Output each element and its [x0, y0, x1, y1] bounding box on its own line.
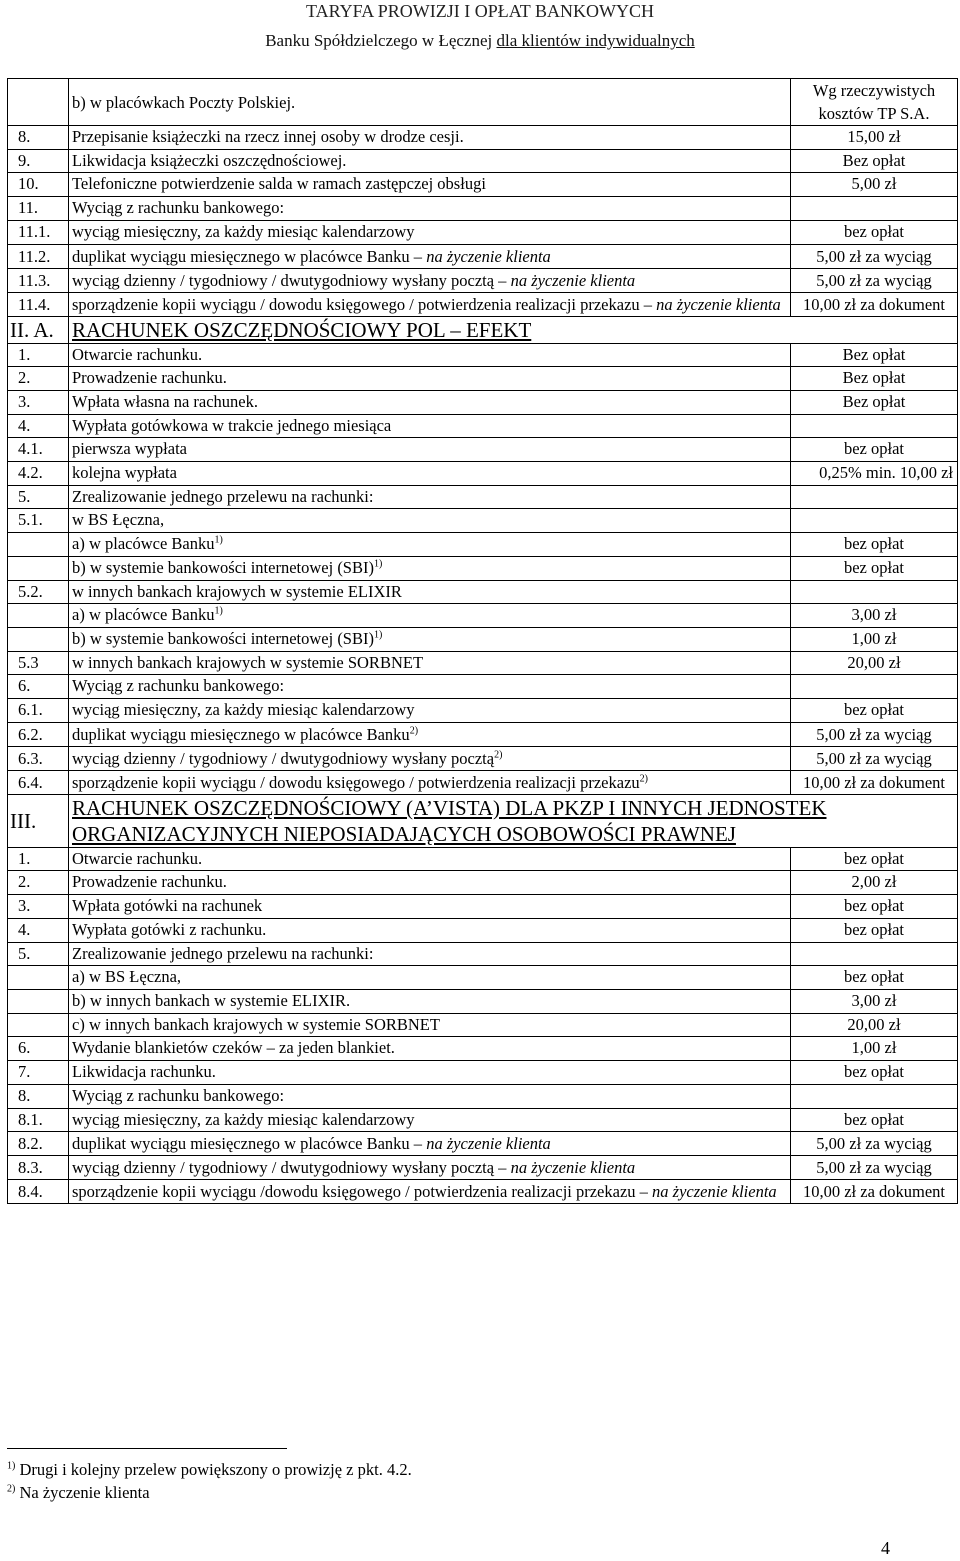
table-row: [8, 220, 958, 244]
table-row: [8, 989, 958, 1013]
item-number: 5.: [8, 942, 69, 966]
item-fee: 5,00 zł za wyciąg: [791, 722, 958, 746]
item-note-italic: na życzenie klienta: [510, 1158, 636, 1178]
item-description: a) w placówce Banku$^{1)}$: [69, 604, 791, 628]
footnote-1: $^{1)}$ Drugi i kolejny przelew powiększony o prowizję z pkt. 4.2.: [7, 1460, 412, 1479]
table-row: [8, 651, 958, 675]
item-fee: [791, 485, 958, 509]
item-description: wyciąg dzienny / tygodniowy / dwutygodniowy wysłany pocztą$^{2)}$: [69, 746, 791, 770]
item-description: Przepisanie książeczki na rzecz innej osoby w drodze cesji.: [69, 126, 791, 150]
item-description: Zrealizowanie jednego przelewu na rachunki:: [69, 942, 791, 966]
item-number: 11.4.: [8, 292, 69, 316]
table-row: [8, 746, 958, 770]
item-fee: 15,00 zł: [791, 126, 958, 150]
table-row: [8, 438, 958, 462]
item-number: [8, 556, 69, 580]
item-fee: bez opłat: [791, 847, 958, 871]
item-number: [8, 989, 69, 1013]
item-description: duplikat wyciągu miesięcznego w placówce Banku$^{2)}$: [69, 722, 791, 746]
table-row: [8, 149, 958, 173]
section-title: RACHUNEK OSZCZĘDNOŚCIOWY (A’VISTA) DLA PKZP I INNYCH JEDNOSTEK ORGANIZACYJNYCH NIEPOSIADAJĄCYCH OSOBOWOŚCI PRAWNEJ: [72, 795, 827, 846]
item-description: b) w systemie bankowości internetowej (SBI)$^{1)}$: [69, 627, 791, 651]
item-fee: [791, 580, 958, 604]
table-row: [8, 485, 958, 509]
item-number: 11.2.: [8, 244, 69, 268]
item-description: Likwidacja książeczki oszczędnościowej.: [69, 149, 791, 173]
item-fee: [791, 1084, 958, 1108]
item-fee: bez opłat: [791, 699, 958, 723]
item-fee: 2,00 zł: [791, 871, 958, 895]
item-number: 4.: [8, 918, 69, 942]
item-fee: bez opłat: [791, 918, 958, 942]
section-number: II. A.: [8, 316, 69, 343]
item-description: Wyciąg z rachunku bankowego:: [69, 1084, 791, 1108]
item-number: 8.: [8, 126, 69, 150]
table-row: [8, 966, 958, 990]
table-row: [8, 1132, 958, 1156]
table-row: [8, 367, 958, 391]
item-fee: 0,25% min. 10,00 zł: [791, 462, 958, 486]
item-description: w innych bankach krajowych w systemie ELIXIR: [69, 580, 791, 604]
item-number: 8.2.: [8, 1132, 69, 1156]
item-fee: 1,00 zł: [791, 627, 958, 651]
subtitle-underlined: dla klientów indywidualnych: [496, 31, 695, 50]
item-fee: [791, 675, 958, 699]
table-row: [8, 675, 958, 699]
item-number: 6.4.: [8, 770, 69, 794]
tariff-table: [7, 78, 958, 1204]
table-row: [8, 942, 958, 966]
item-number: 2.: [8, 367, 69, 391]
item-number: 2.: [8, 871, 69, 895]
item-description: kolejna wypłata: [69, 462, 791, 486]
item-fee: [791, 197, 958, 221]
item-number: 5.: [8, 485, 69, 509]
item-note-italic: na życzenie klienta: [426, 1134, 551, 1154]
item-description: Wydanie blankietów czeków – za jeden blankiet.: [69, 1037, 791, 1061]
item-fee: bez opłat: [791, 556, 958, 580]
item-note-italic: na życzenie klienta: [426, 246, 551, 266]
item-fee: Bez opłat: [791, 367, 958, 391]
table-row: [8, 292, 958, 316]
item-number: 8.1.: [8, 1108, 69, 1132]
table-row: [8, 1108, 958, 1132]
document-header: [0, 0, 960, 51]
section-row: [8, 316, 958, 343]
item-description: duplikat wyciągu miesięcznego w placówce Banku – na życzenie klienta: [69, 1132, 791, 1156]
item-fee: Wg rzeczywistych kosztów TP S.A.: [791, 79, 958, 126]
item-number: 5.2.: [8, 580, 69, 604]
item-number: 1.: [8, 343, 69, 367]
item-fee: 5,00 zł za wyciąg: [791, 268, 958, 292]
page-number: 4: [881, 1538, 890, 1558]
item-fee: Bez opłat: [791, 343, 958, 367]
item-number: 8.4.: [8, 1180, 69, 1204]
table-row: [8, 1180, 958, 1204]
item-fee: Bez opłat: [791, 390, 958, 414]
item-number: 11.: [8, 197, 69, 221]
item-description: Wyciąg z rachunku bankowego:: [69, 197, 791, 221]
item-number: 1.: [8, 847, 69, 871]
item-number: 6.1.: [8, 699, 69, 723]
item-description: a) w placówce Banku$^{1)}$: [69, 533, 791, 557]
item-number: [8, 604, 69, 628]
table-row: [8, 244, 958, 268]
table-row: [8, 918, 958, 942]
table-row: [8, 1156, 958, 1180]
table-row: [8, 604, 958, 628]
item-fee: [791, 414, 958, 438]
item-description: Prowadzenie rachunku.: [69, 871, 791, 895]
document-subtitle: Banku Spółdzielczego w Łęcznej dla klientów indywidualnych: [265, 31, 695, 50]
document-title: TARYFA PROWIZJI I OPŁAT BANKOWYCH: [306, 1, 654, 21]
table-row: [8, 1084, 958, 1108]
table-row: [8, 1013, 958, 1037]
section-number: III.: [8, 794, 69, 847]
item-description: b) w innych bankach w systemie ELIXIR.: [69, 989, 791, 1013]
item-fee: 5,00 zł za wyciąg: [791, 746, 958, 770]
table-row: [8, 847, 958, 871]
item-description: Wypłata gotówki z rachunku.: [69, 918, 791, 942]
item-description: Likwidacja rachunku.: [69, 1061, 791, 1085]
item-description: Telefoniczne potwierdzenie salda w ramach zastępczej obsługi: [69, 173, 791, 197]
item-number: 6.2.: [8, 722, 69, 746]
item-description: wyciąg dzienny / tygodniowy / dwutygodniowy wysłany pocztą – na życzenie klienta: [69, 268, 791, 292]
item-description: Wyciąg z rachunku bankowego:: [69, 675, 791, 699]
item-number: 10.: [8, 173, 69, 197]
item-fee: 5,00 zł za wyciąg: [791, 1156, 958, 1180]
item-description: w BS Łęczna,: [69, 509, 791, 533]
item-number: 3.: [8, 895, 69, 919]
table-row: [8, 699, 958, 723]
table-row: [8, 1061, 958, 1085]
item-number: [8, 1013, 69, 1037]
item-fee: bez opłat: [791, 895, 958, 919]
item-fee: bez opłat: [791, 438, 958, 462]
table-row: [8, 580, 958, 604]
item-fee: 10,00 zł za dokument: [791, 292, 958, 316]
item-number: 5.3: [8, 651, 69, 675]
item-number: 9.: [8, 149, 69, 173]
item-fee: 10,00 zł za dokument: [791, 770, 958, 794]
item-number: 4.1.: [8, 438, 69, 462]
item-fee: bez opłat: [791, 533, 958, 557]
item-fee: bez opłat: [791, 966, 958, 990]
table-row: [8, 509, 958, 533]
item-number: 8.: [8, 1084, 69, 1108]
item-number: 3.: [8, 390, 69, 414]
section-title-cell: [69, 794, 958, 847]
item-description: sporządzenie kopii wyciągu / dowodu księgowego / potwierdzenia realizacji przekazu$^{2)}$: [69, 770, 791, 794]
item-number: 8.3.: [8, 1156, 69, 1180]
item-description: Zrealizowanie jednego przelewu na rachunki:: [69, 485, 791, 509]
footnote-ref: 2): [639, 773, 648, 785]
table-row: [8, 895, 958, 919]
item-description: a) w BS Łęczna,: [69, 966, 791, 990]
item-description: wyciąg dzienny / tygodniowy / dwutygodniowy wysłany pocztą – na życzenie klienta: [69, 1156, 791, 1180]
footnote-ref: 1): [373, 558, 383, 570]
item-number: [8, 627, 69, 651]
item-description: wyciąg miesięczny, za każdy miesiąc kalendarzowy: [69, 699, 791, 723]
item-fee: bez opłat: [791, 1061, 958, 1085]
item-fee: 3,00 zł: [791, 989, 958, 1013]
footnote-ref: 1): [214, 605, 223, 617]
footnote-ref: 1): [214, 534, 223, 546]
table-row: [8, 722, 958, 746]
item-fee: Bez opłat: [791, 149, 958, 173]
table-row: [8, 770, 958, 794]
item-description: pierwsza wypłata: [69, 438, 791, 462]
item-description: wyciąg miesięczny, za każdy miesiąc kalendarzowy: [69, 220, 791, 244]
table-row: [8, 533, 958, 557]
table-row: [8, 343, 958, 367]
item-fee: 20,00 zł: [791, 651, 958, 675]
table-row: [8, 462, 958, 486]
item-fee: 5,00 zł za wyciąg: [791, 1132, 958, 1156]
item-description: Wpłata gotówki na rachunek: [69, 895, 791, 919]
item-fee: [791, 509, 958, 533]
table-row: [8, 173, 958, 197]
item-fee: 1,00 zł: [791, 1037, 958, 1061]
item-note-italic: na życzenie klienta: [652, 1182, 777, 1202]
item-fee: 10,00 zł za dokument: [791, 1180, 958, 1204]
item-fee: [791, 942, 958, 966]
footnote-2: $^{2)}$ Na życzenie klienta: [7, 1483, 150, 1502]
table-row: [8, 414, 958, 438]
item-description: b) w placówkach Poczty Polskiej.: [69, 79, 791, 126]
item-number: [8, 533, 69, 557]
item-description: b) w systemie bankowości internetowej (SBI)$^{1)}$: [69, 556, 791, 580]
item-number: 4.: [8, 414, 69, 438]
item-description: Prowadzenie rachunku.: [69, 367, 791, 391]
table-row: [8, 197, 958, 221]
item-number: 6.3.: [8, 746, 69, 770]
item-number: 7.: [8, 1061, 69, 1085]
item-note-italic: na życzenie klienta: [656, 294, 781, 314]
table-row: [8, 126, 958, 150]
section-title-cell: [69, 316, 958, 343]
item-fee: bez opłat: [791, 220, 958, 244]
item-fee: 20,00 zł: [791, 1013, 958, 1037]
item-number: 11.1.: [8, 220, 69, 244]
table-row: [8, 627, 958, 651]
item-number: 11.3.: [8, 268, 69, 292]
item-number: [8, 966, 69, 990]
item-fee: 5,00 zł za wyciąg: [791, 244, 958, 268]
table-row: [8, 268, 958, 292]
item-note-italic: na życzenie klienta: [510, 270, 636, 290]
table-row: [8, 79, 958, 126]
footnote-ref: 2): [409, 725, 419, 737]
section-title: RACHUNEK OSZCZĘDNOŚCIOWY POL – EFEKT: [72, 317, 532, 342]
footnotes: [7, 1458, 412, 1504]
item-description: Wpłata własna na rachunek.: [69, 390, 791, 414]
item-number: 6.: [8, 1037, 69, 1061]
item-fee: 5,00 zł: [791, 173, 958, 197]
table-row: [8, 390, 958, 414]
footnote-separator: [7, 1448, 287, 1449]
item-description: Otwarcie rachunku.: [69, 847, 791, 871]
item-description: c) w innych bankach krajowych w systemie SORBNET: [69, 1013, 791, 1037]
footnote-ref: 1): [373, 629, 383, 641]
table-row: [8, 1037, 958, 1061]
footnote-ref: 2): [494, 749, 503, 761]
section-row: [8, 794, 958, 847]
item-number: 4.2.: [8, 462, 69, 486]
item-description: sporządzenie kopii wyciągu / dowodu księgowego / potwierdzenia realizacji przekazu – na życzenie klienta: [69, 292, 791, 316]
item-fee: 3,00 zł: [791, 604, 958, 628]
item-fee: bez opłat: [791, 1108, 958, 1132]
item-description: Wypłata gotówkowa w trakcie jednego miesiąca: [69, 414, 791, 438]
table-row: [8, 556, 958, 580]
item-number: 5.1.: [8, 509, 69, 533]
item-description: wyciąg miesięczny, za każdy miesiąc kalendarzowy: [69, 1108, 791, 1132]
table-row: [8, 871, 958, 895]
item-description: duplikat wyciągu miesięcznego w placówce Banku – na życzenie klienta: [69, 244, 791, 268]
item-number: 6.: [8, 675, 69, 699]
item-description: w innych bankach krajowych w systemie SORBNET: [69, 651, 791, 675]
item-description: Otwarcie rachunku.: [69, 343, 791, 367]
item-number: [8, 79, 69, 126]
item-description: sporządzenie kopii wyciągu /dowodu księgowego / potwierdzenia realizacji przekazu – na życzenie klienta: [69, 1180, 791, 1204]
